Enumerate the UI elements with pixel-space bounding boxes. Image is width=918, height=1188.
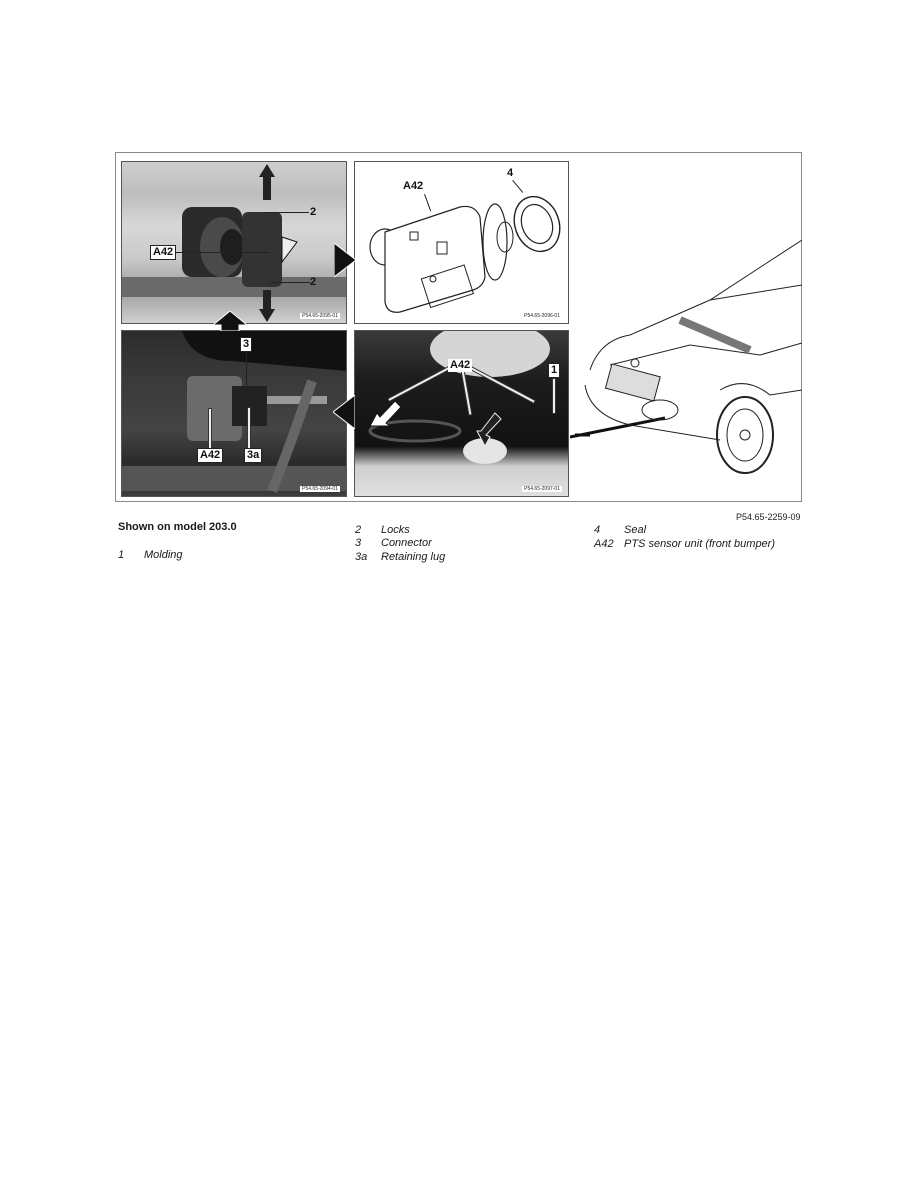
- panel-ref: P54.65-2096-01: [524, 313, 560, 319]
- legend-label: Connector: [381, 537, 432, 549]
- leader-line: [209, 409, 211, 449]
- legend-key: 3a: [355, 551, 368, 563]
- callout-1: 1: [548, 363, 560, 378]
- callout-a42: A42: [450, 359, 471, 371]
- callout-4: 4: [507, 167, 514, 179]
- legend-key: 2: [355, 524, 362, 536]
- sensor-line-drawing: [355, 162, 569, 324]
- arrow-up-icon: [213, 311, 247, 331]
- legend-label: Locks: [381, 524, 410, 536]
- legend-label: Retaining lug: [381, 551, 446, 563]
- legend-key: 4: [594, 524, 601, 536]
- callout-2-upper: 2: [310, 206, 317, 218]
- arrow-right-icon: [334, 243, 356, 277]
- panel-bumper: [354, 330, 569, 497]
- callout-a42: A42: [403, 180, 424, 192]
- leader-line: [246, 353, 247, 388]
- panel-ref: P54.65-2095-01: [302, 313, 338, 319]
- legend-item: [355, 524, 410, 536]
- figure-number: P54.65-2259-09: [736, 512, 801, 522]
- callout-2-lower: 2: [310, 276, 317, 288]
- callout-a42: A42: [197, 448, 223, 463]
- legend-item: [355, 551, 445, 563]
- legend-label: PTS sensor unit (front bumper): [624, 538, 776, 550]
- panel-ref: P54.65-2094-01: [302, 486, 338, 492]
- car-line-drawing: [570, 225, 802, 480]
- legend-key: 3: [355, 537, 362, 549]
- arrow-left-icon: [333, 395, 355, 429]
- legend-label: Seal: [624, 524, 647, 536]
- callout-a42: A42: [150, 245, 176, 260]
- callout-3: 3: [240, 337, 252, 352]
- leader-line: [248, 408, 250, 448]
- legend-item: [355, 537, 432, 549]
- callout-3a: 3a: [244, 448, 262, 463]
- sensor-photo-illustration: [122, 162, 347, 324]
- legend-key: 1: [118, 549, 125, 561]
- legend-item: [594, 524, 646, 536]
- bumper-photo-illustration: [355, 331, 569, 497]
- legend-item: [594, 538, 775, 550]
- panel-connector: [121, 330, 347, 497]
- legend-label: Molding: [144, 549, 183, 561]
- connector-photo-illustration: [122, 331, 347, 497]
- leader-line: [174, 252, 269, 253]
- legend-item: [118, 549, 183, 561]
- leader-line: [553, 379, 555, 413]
- leader-line: [270, 282, 310, 283]
- panel-sensor-locks: [121, 161, 347, 324]
- panel-ref: P54.65-2097-01: [524, 486, 560, 492]
- leader-line: [264, 212, 309, 213]
- panel-sensor-drawing: [354, 161, 569, 324]
- legend-title: Shown on model 203.0: [118, 521, 237, 533]
- legend-key: A42: [594, 538, 614, 550]
